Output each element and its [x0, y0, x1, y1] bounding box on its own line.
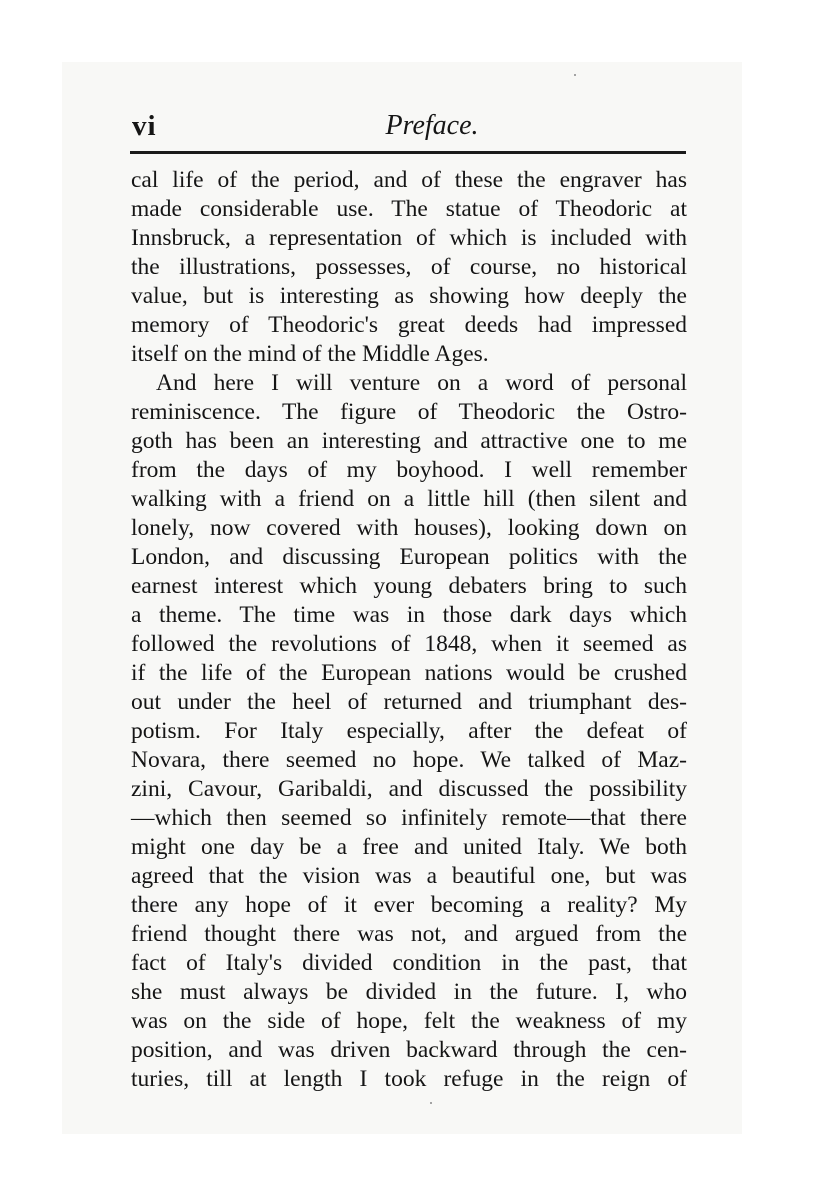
paper-speck [430, 1102, 432, 1104]
text-line: turies, till at length I took refuge in the reign of [131, 1066, 687, 1092]
page-header [132, 100, 688, 150]
text-line: Innsbruck, a representation of which is included with [131, 225, 687, 251]
text-line: out under the heel of returned and triumphant des- [131, 689, 687, 715]
text-line: a theme. The time was in those dark days which [131, 602, 687, 628]
text-line: fact of Italy's divided condition in the past, that [131, 950, 687, 976]
text-line: lonely, now covered with houses), looking down on [131, 515, 687, 541]
text-line: potism. For Italy especially, after the defeat of [131, 718, 687, 744]
text-line: Novara, there seemed no hope. We talked of Maz- [131, 747, 687, 773]
text-line: walking with a friend on a little hill (then silent and [131, 486, 687, 512]
text-line: might one day be a free and united Italy. We both [131, 834, 687, 860]
text-line: was on the side of hope, felt the weakness of my [131, 1008, 687, 1034]
text-line: the illustrations, possesses, of course, no historical [131, 254, 687, 280]
text-line: friend thought there was not, and argued from the [131, 921, 687, 947]
text-line: made considerable use. The statue of Theodoric at [131, 196, 687, 222]
text-line: value, but is interesting as showing how deeply the [131, 283, 687, 309]
text-line: memory of Theodoric's great deeds had impressed [131, 312, 687, 338]
running-title: Preface. [385, 110, 479, 141]
text-line: cal life of the period, and of these the engraver has [131, 167, 687, 193]
text-line: followed the revolutions of 1848, when it seemed as [131, 631, 687, 657]
header-rule [130, 151, 686, 154]
paragraph-start-line: And here I will venture on a word of personal [156, 370, 687, 396]
text-line: position, and was driven backward through the cen- [131, 1037, 687, 1063]
text-line: London, and discussing European politics with the [131, 544, 687, 570]
text-line: agreed that the vision was a beautiful one, but was [131, 863, 687, 889]
page-number: vi [132, 110, 157, 142]
text-line: —which then seemed so infinitely remote—that there [131, 805, 687, 831]
text-line: if the life of the European nations would be crushed [131, 660, 687, 686]
body-text [131, 166, 687, 1094]
text-line: itself on the mind of the Middle Ages. [131, 341, 489, 367]
text-line: she must always be divided in the future. I, who [131, 979, 687, 1005]
text-line: zini, Cavour, Garibaldi, and discussed the possibility [131, 776, 687, 802]
text-line: goth has been an interesting and attractive one to me [131, 428, 687, 454]
text-line: there any hope of it ever becoming a reality? My [131, 892, 687, 918]
text-line: from the days of my boyhood. I well remember [131, 457, 687, 483]
paper-speck [574, 74, 576, 76]
text-line: reminiscence. The figure of Theodoric the Ostro- [131, 399, 687, 425]
text-line: earnest interest which young debaters bring to such [131, 573, 687, 599]
